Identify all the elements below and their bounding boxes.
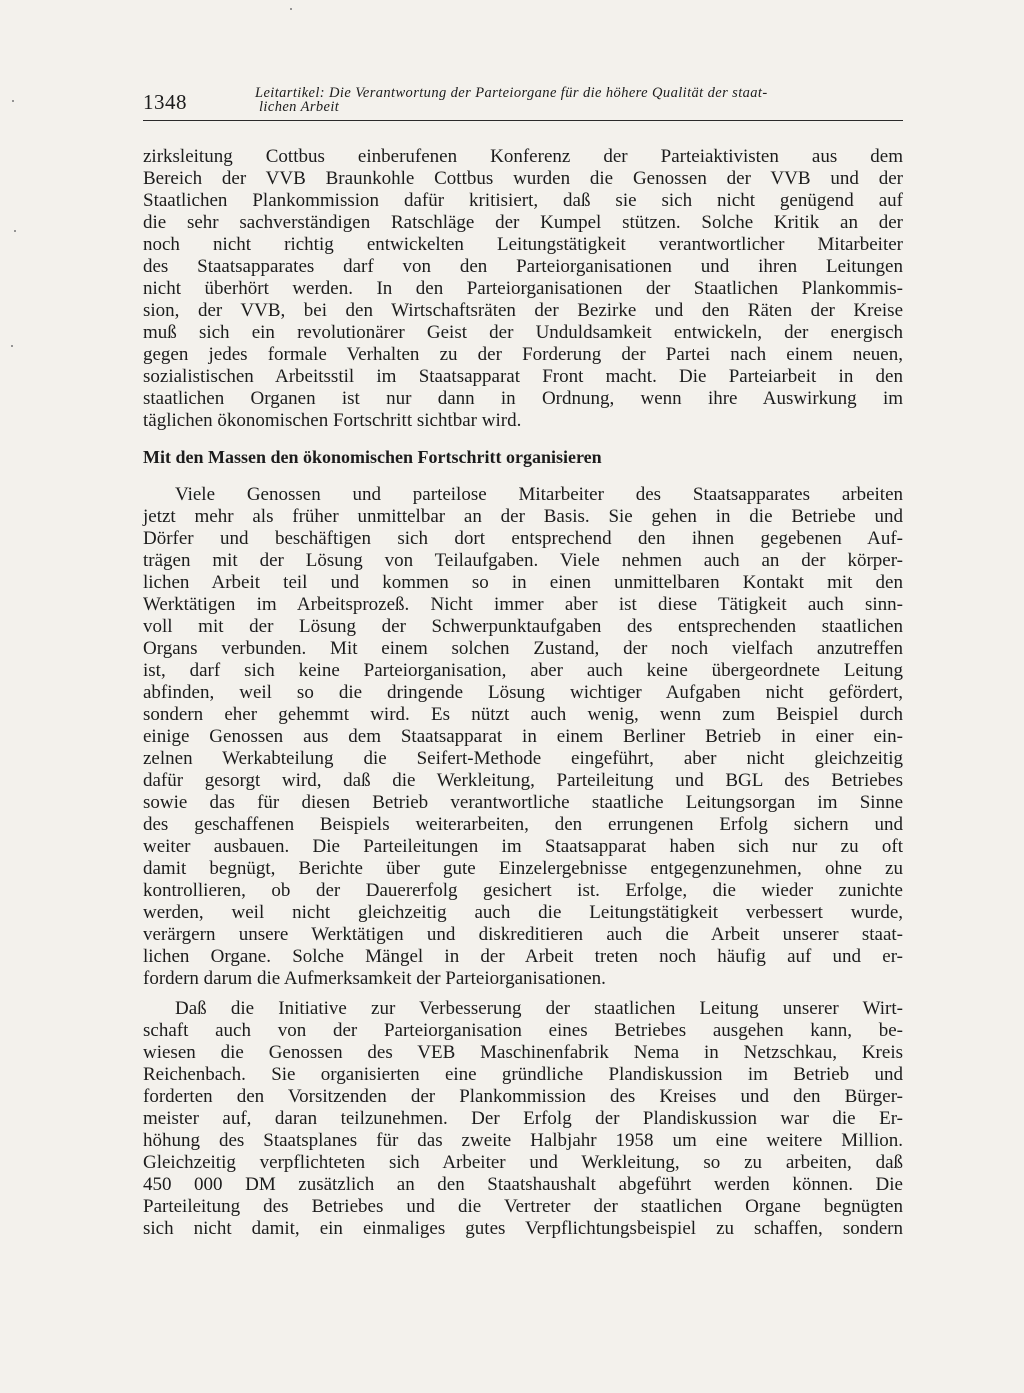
- text-line: 450 000 DM zusätzlich an den Staatshaushalt abgeführt werden können. Die: [143, 1174, 903, 1195]
- text-line: jetzt mehr als früher unmittelbar an der Basis. Sie gehen in die Betriebe und: [143, 506, 903, 527]
- text-line: Reichenbach. Sie organisierten eine gründliche Plandiskussion im Betrieb und: [143, 1064, 903, 1085]
- text-line: verärgern unsere Werktätigen und diskreditieren auch die Arbeit unserer staat-: [143, 924, 903, 945]
- text-line: des Staatsapparates darf von den Parteiorganisationen und ihren Leitungen: [143, 256, 903, 277]
- text-line: ist, darf sich keine Parteiorganisation, aber auch keine übergeordnete Leitung: [143, 660, 903, 681]
- text-line: sion, der VVB, bei den Wirtschaftsräten der Bezirke und den Räten der Kreise: [143, 300, 903, 321]
- text-line: damit begnügt, Berichte über gute Einzelergebnisse entgegenzunehmen, ohne zu: [143, 858, 903, 879]
- text-line: einige Genossen aus dem Staatsapparat in einem Berliner Betrieb in einer ein-: [143, 726, 903, 747]
- page-number: 1348: [143, 90, 187, 114]
- text-line: Werktätigen im Arbeitsprozeß. Nicht immer aber ist diese Tätigkeit auch sinn-: [143, 594, 903, 615]
- text-line: zelnen Werkabteilung die Seifert-Methode eingeführt, aber nicht gleichzeitig: [143, 748, 903, 769]
- text-line: Parteileitung des Betriebes und die Vertreter der staatlichen Organe begnügten: [143, 1196, 903, 1217]
- text-line: dafür gesorgt wird, daß die Werkleitung, Parteileitung und BGL des Betriebes: [143, 770, 903, 791]
- text-line: Staatlichen Plankommission dafür kritisiert, daß sie sich nicht genügend auf: [143, 190, 903, 211]
- text-line: meister auf, daran teilzunehmen. Der Erfolg der Plandiskussion war die Er-: [143, 1108, 903, 1129]
- text-line: sondern eher gehemmt wird. Es nützt auch wenig, wenn zum Beispiel durch: [143, 704, 903, 725]
- text-line: sich nicht damit, ein einmaliges gutes Verpflichtungsbeispiel zu schaffen, sondern: [143, 1218, 903, 1239]
- text-line: die sehr sachverständigen Ratschläge der Kumpel stützen. Solche Kritik an der: [143, 212, 903, 233]
- text-line: weiter ausbauen. Die Parteileitungen im Staatsapparat haben sich nur zu oft: [143, 836, 903, 857]
- text-line: Bereich der VVB Braunkohle Cottbus wurden die Genossen der VVB und der: [143, 168, 903, 189]
- text-line: lichen Organe. Solche Mängel in der Arbeit treten noch häufig auf und er-: [143, 946, 903, 967]
- text-line: Gleichzeitig verpflichteten sich Arbeiter und Werkleitung, so zu arbeiten, daß: [143, 1152, 903, 1173]
- text-line: höhung des Staatsplanes für das zweite Halbjahr 1958 um eine weitere Million.: [143, 1130, 903, 1151]
- text-line: abfinden, weil so die dringende Lösung wichtiger Aufgaben nicht gefördert,: [143, 682, 903, 703]
- scan-speck: [12, 100, 14, 102]
- text-line: trägen mit der Lösung von Teilaufgaben. Viele nehmen auch an der körper-: [143, 550, 903, 571]
- scan-speck: [11, 345, 13, 347]
- text-line: werden, weil nicht gleichzeitig auch die Leitungstätigkeit verbessert wurde,: [143, 902, 903, 923]
- scan-speck: [290, 8, 292, 10]
- text-line: täglichen ökonomischen Fortschritt sichtbar wird.: [143, 410, 522, 431]
- text-line: schaft auch von der Parteiorganisation eines Betriebes ausgehen kann, be-: [143, 1020, 903, 1041]
- text-line: zirksleitung Cottbus einberufenen Konferenz der Parteiaktivisten aus dem: [143, 146, 903, 167]
- text-line: des geschaffenen Beispiels weiterarbeiten, den errungenen Erfolg sichern und: [143, 814, 903, 835]
- text-line: lichen Arbeit teil und kommen so in einen unmittelbaren Kontakt mit den: [143, 572, 903, 593]
- text-line: voll mit der Lösung der Schwerpunktaufgaben des entsprechenden staatlichen: [143, 616, 903, 637]
- paragraph-2: [143, 484, 903, 990]
- text-line: sozialistischen Arbeitsstil im Staatsapparat Front macht. Die Parteiarbeit in den: [143, 366, 903, 387]
- text-line: forderten den Vorsitzenden der Plankommission des Kreises und den Bürger-: [143, 1086, 903, 1107]
- paragraph-3: [143, 998, 903, 1240]
- body-text: [143, 146, 903, 1240]
- text-line: Dörfer und beschäftigen sich dort entsprechend den ihnen gegebenen Auf-: [143, 528, 903, 549]
- text-line: Viele Genossen und parteilose Mitarbeiter des Staatsapparates arbeiten: [175, 484, 903, 505]
- scan-speck: [14, 230, 16, 232]
- page-header: [143, 86, 903, 122]
- text-line: Organs verbunden. Mit einem solchen Zustand, der noch vielfach anzutreffen: [143, 638, 903, 659]
- text-line: kontrollieren, ob der Dauererfolg gesichert ist. Erfolge, die wieder zunichte: [143, 880, 903, 901]
- text-line: fordern darum die Aufmerksamkeit der Parteiorganisationen.: [143, 968, 606, 989]
- text-line: sowie das für diesen Betrieb verantwortliche staatliche Leitungsorgan im Sinne: [143, 792, 903, 813]
- text-line: muß sich ein revolutionärer Geist der Unduldsamkeit entwickeln, der energisch: [143, 322, 903, 343]
- paragraph-1: [143, 146, 903, 432]
- running-head-line-2: lichen Arbeit: [259, 99, 340, 115]
- running-head-line-1: Leitartikel: Die Verantwortung der Parteiorgane für die höhere Qualität der staat-: [255, 85, 768, 101]
- text-line: nicht überhört werden. In den Parteiorganisationen der Staatlichen Plankommis-: [143, 278, 903, 299]
- text-line: noch nicht richtig entwickelten Leitungstätigkeit verantwortlicher Mitarbeiter: [143, 234, 903, 255]
- section-heading: Mit den Massen den ökonomischen Fortschritt organisieren: [143, 447, 602, 467]
- header-rule: [143, 120, 903, 121]
- text-line: wiesen die Genossen des VEB Maschinenfabrik Nema in Netzschkau, Kreis: [143, 1042, 903, 1063]
- text-line: gegen jedes formale Verhalten zu der Forderung der Partei nach einem neuen,: [143, 344, 903, 365]
- text-line: Daß die Initiative zur Verbesserung der staatlichen Leitung unserer Wirt-: [175, 998, 903, 1019]
- text-line: staatlichen Organen ist nur dann in Ordnung, wenn ihre Auswirkung im: [143, 388, 903, 409]
- running-head: [255, 86, 905, 114]
